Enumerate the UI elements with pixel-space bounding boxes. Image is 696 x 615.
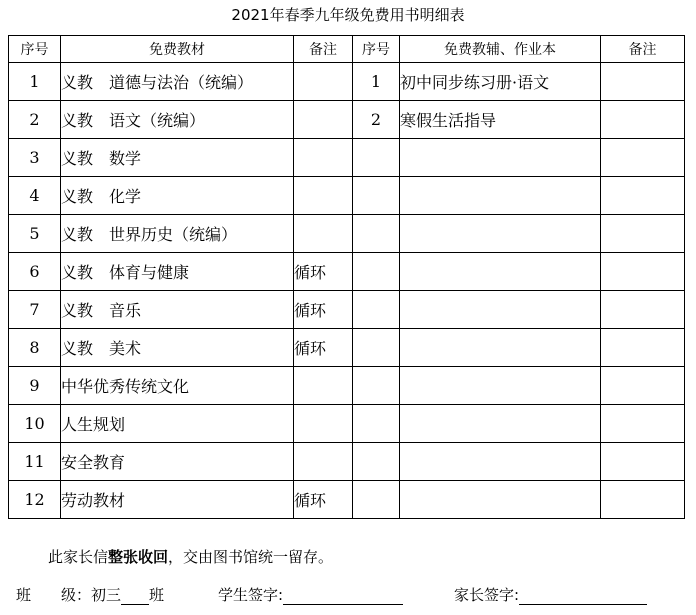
parent-signature-field xyxy=(454,584,647,605)
row-seq: 12 xyxy=(9,481,61,519)
row-aux-seq xyxy=(353,177,400,215)
row-note xyxy=(294,139,353,177)
row-note: 循环 xyxy=(294,291,353,329)
row-seq: 8 xyxy=(9,329,61,367)
header-note-2: 备注 xyxy=(601,36,685,63)
table-header-row xyxy=(9,36,685,63)
class-blank[interactable] xyxy=(121,588,149,605)
row-aux-seq: 1 xyxy=(353,63,400,101)
row-aux-name xyxy=(400,367,601,405)
row-aux-seq xyxy=(353,291,400,329)
notice-bold: 整张收回 xyxy=(108,548,169,566)
row-aux-name xyxy=(400,177,601,215)
table-row xyxy=(9,367,685,405)
notice-pre: 此家长信 xyxy=(48,548,109,566)
row-seq: 2 xyxy=(9,101,61,139)
row-aux-seq xyxy=(353,481,400,519)
row-note xyxy=(294,215,353,253)
row-aux-note xyxy=(601,405,685,443)
row-seq: 3 xyxy=(9,139,61,177)
row-aux-name xyxy=(400,139,601,177)
row-note: 循环 xyxy=(294,481,353,519)
row-aux-seq xyxy=(353,253,400,291)
row-aux-note xyxy=(601,481,685,519)
row-aux-note xyxy=(601,215,685,253)
row-textbook-name: 中华优秀传统文化 xyxy=(61,367,294,405)
row-aux-seq xyxy=(353,443,400,481)
parent-signature-blank[interactable] xyxy=(519,588,647,605)
notice-line xyxy=(48,546,333,567)
class-suffix: 班 xyxy=(149,586,165,604)
row-seq: 4 xyxy=(9,177,61,215)
row-aux-name xyxy=(400,405,601,443)
row-aux-name xyxy=(400,443,601,481)
row-seq: 5 xyxy=(9,215,61,253)
row-note xyxy=(294,405,353,443)
row-textbook-name: 义教 数学 xyxy=(61,139,294,177)
row-aux-note xyxy=(601,139,685,177)
row-aux-note xyxy=(601,101,685,139)
row-textbook-name: 义教 音乐 xyxy=(61,291,294,329)
class-value: 初三 xyxy=(91,586,122,604)
table-row xyxy=(9,139,685,177)
row-aux-name xyxy=(400,329,601,367)
header-aux: 免费教辅、作业本 xyxy=(400,36,601,63)
header-textbook: 免费教材 xyxy=(61,36,294,63)
table-row xyxy=(9,215,685,253)
row-textbook-name: 义教 美术 xyxy=(61,329,294,367)
row-note: 循环 xyxy=(294,329,353,367)
row-textbook-name: 义教 化学 xyxy=(61,177,294,215)
row-seq: 6 xyxy=(9,253,61,291)
row-aux-note xyxy=(601,177,685,215)
row-note xyxy=(294,443,353,481)
row-aux-note xyxy=(601,443,685,481)
header-seq-1: 序号 xyxy=(9,36,61,63)
row-note xyxy=(294,367,353,405)
row-seq: 10 xyxy=(9,405,61,443)
row-aux-seq: 2 xyxy=(353,101,400,139)
class-field xyxy=(16,584,164,605)
row-aux-seq xyxy=(353,139,400,177)
row-aux-note xyxy=(601,253,685,291)
row-aux-name xyxy=(400,253,601,291)
student-signature-blank[interactable] xyxy=(283,588,403,605)
row-aux-seq xyxy=(353,329,400,367)
row-textbook-name: 劳动教材 xyxy=(61,481,294,519)
row-seq: 7 xyxy=(9,291,61,329)
row-textbook-name: 义教 道德与法治（统编） xyxy=(61,63,294,101)
row-aux-name: 寒假生活指导 xyxy=(400,101,601,139)
row-seq: 11 xyxy=(9,443,61,481)
row-textbook-name: 人生规划 xyxy=(61,405,294,443)
table-row xyxy=(9,405,685,443)
row-aux-name xyxy=(400,481,601,519)
row-note xyxy=(294,101,353,139)
row-aux-note xyxy=(601,367,685,405)
notice-post: ，交由图书馆统一留存。 xyxy=(168,548,334,566)
table-row xyxy=(9,63,685,101)
row-seq: 1 xyxy=(9,63,61,101)
table-row xyxy=(9,329,685,367)
row-textbook-name: 义教 体育与健康 xyxy=(61,253,294,291)
student-label: 学生签字: xyxy=(218,586,284,604)
document-title: 2021年春季九年级免费用书明细表 xyxy=(231,6,465,24)
class-label: 班 级： xyxy=(16,586,92,604)
table-row xyxy=(9,481,685,519)
row-aux-name xyxy=(400,215,601,253)
row-seq: 9 xyxy=(9,367,61,405)
header-seq-2: 序号 xyxy=(353,36,400,63)
row-aux-seq xyxy=(353,215,400,253)
row-note: 循环 xyxy=(294,253,353,291)
book-list-table xyxy=(8,35,685,519)
row-aux-note xyxy=(601,291,685,329)
table-row xyxy=(9,253,685,291)
row-textbook-name: 义教 世界历史（统编） xyxy=(61,215,294,253)
row-aux-note xyxy=(601,329,685,367)
header-note-1: 备注 xyxy=(294,36,353,63)
row-note xyxy=(294,63,353,101)
row-note xyxy=(294,177,353,215)
table-row xyxy=(9,443,685,481)
row-aux-seq xyxy=(353,405,400,443)
row-aux-name xyxy=(400,291,601,329)
row-aux-note xyxy=(601,63,685,101)
table-row xyxy=(9,291,685,329)
row-textbook-name: 安全教育 xyxy=(61,443,294,481)
table-row xyxy=(9,101,685,139)
row-textbook-name: 义教 语文（统编） xyxy=(61,101,294,139)
student-signature-field xyxy=(218,584,403,605)
table-row xyxy=(9,177,685,215)
row-aux-seq xyxy=(353,367,400,405)
row-aux-name: 初中同步练习册·语文 xyxy=(400,63,601,101)
parent-label: 家长签字: xyxy=(454,586,520,604)
